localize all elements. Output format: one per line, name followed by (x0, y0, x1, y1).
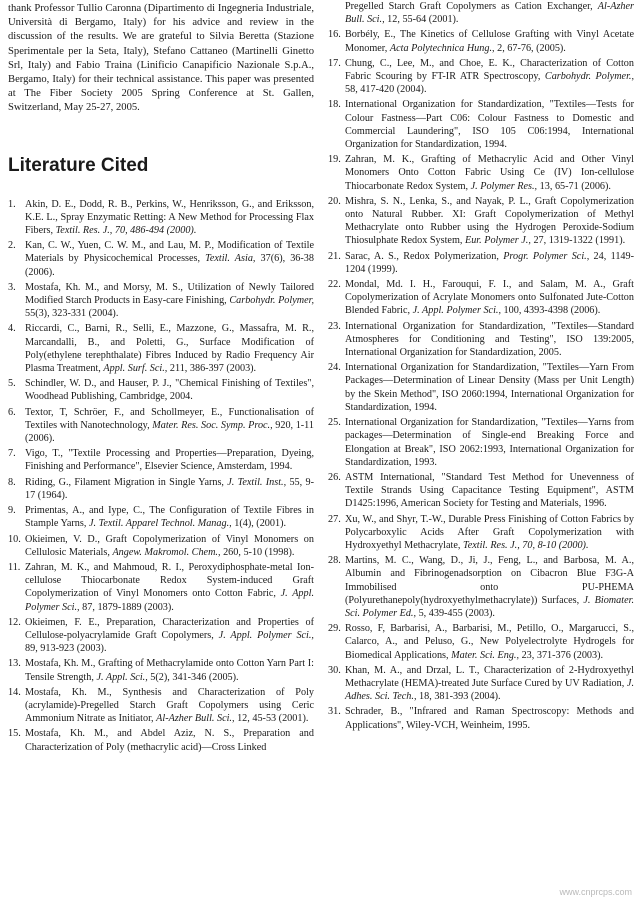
reference-item (8, 686, 314, 726)
reference-body: Mostafa, Kh. M., and Morsy, M. S., Utilization of Newly Tailored Modified Starch Products in Easy-care Finishing, (25, 281, 314, 307)
reference-body: Borbély, E., The Kinetics of Cellulose Grafting with Vinyl Acetate Monomer, (345, 29, 634, 54)
reference-body: Riding, G., Filament Migration in Single Yarns, (25, 476, 228, 488)
reference-text (345, 664, 634, 704)
reference-body: Schindler, W. D., and Hauser, P. J., "Chemical Finishing of Textiles", Woodhead Publishing, Cambridge, 2004. (25, 378, 314, 403)
reference-volume-pages: 260, 5-10 (1998). (220, 546, 295, 558)
site-watermark: www.cnprcps.com (559, 887, 632, 897)
reference-text (345, 513, 634, 553)
reference-journal: Angew. Makromol. Chem., (112, 546, 221, 558)
reference-volume-pages: 13, 65-71 (2006). (537, 180, 611, 192)
reference-body: Khan, M. A., and Drzal, L. T., Characterization of 2-Hydroxyethyl Methacrylate (HEMA)-treated Jute Surface Cured by UV Radiation, (345, 664, 634, 689)
reference-number: 22. (328, 279, 341, 291)
reference-number: 16. (328, 29, 341, 41)
reference-journal: J. Adhes. Sci. Tech., (345, 677, 634, 703)
reference-number: 19. (328, 154, 341, 166)
reference-number: 7. (8, 448, 16, 460)
reference-item (328, 554, 634, 620)
reference-body: Riccardi, C., Barni, R., Selli, E., Mazzone, G., Massafra, M. R., Marcandalli, B., and Poletti, G., Surface Modification of Poly(ethylene terephthalate) Fibres Induced by Radio Frequency Air Plasma Treatment, (25, 323, 314, 375)
reference-item (328, 361, 634, 414)
reference-number: 31. (328, 706, 341, 718)
reference-body: Chung, C., Lee, M., and Choe, E. K., Characterization of Cotton Fabric Scouring by FT-IR ATR Spectroscopy, (345, 57, 634, 83)
literature-cited-heading: Literature Cited (8, 154, 149, 176)
reference-body: Martins, M. C., Wang, D., Ji, J., Feng, L., and Barbosa, M. A., Albumin and Fibrinogenadsorption on Cibacron Blue F3G-A Immobilised onto PU-PHEMA (Polyurethanepoly(hydroxyethylmethacrylate)) Surfaces, (345, 555, 634, 606)
reference-number (328, 0, 345, 26)
reference-volume-pages: 23, 371-376 (2003). (519, 649, 604, 661)
reference-body: Pregelled Starch Graft Copolymers as Cation Exchanger, (345, 1, 598, 12)
reference-body: Mondal, Md. I. H., Farouqui, F. I., and Salam, M. A., Graft Copolymerization of Acrylate Monomers onto Sulfonated Jute-Cotton Blended Fabric, (345, 279, 634, 317)
reference-item (328, 513, 634, 553)
reference-item (8, 239, 314, 279)
reference-journal: J. Appl. Polymer Sci., (218, 629, 314, 641)
reference-body: Sarac, A. S., Redox Polymerization, (345, 250, 504, 262)
right-column (328, 0, 634, 734)
reference-text (345, 622, 634, 662)
reference-item (8, 447, 314, 473)
reference-item (8, 281, 314, 321)
reference-body: International Organization for Standardization, "Textiles—Tests for Colour Fastness—Part C06: Colour Fastness to Domestic and Commercial Laundering", ISO 105 C06:1994, International Organization for Standardization, 1994. (345, 99, 634, 151)
acknowledgement-paragraph: thank Professor Tullio Caronna (Dipartimento di Ingegneria Industriale, Università di Bergamo, Italy) for his advice and review in the discussion of the results. We are grateful to Silvia Beretta (Stazione Sperimentale per la Seta, Italy), Stefano Cattaneo (Martinelli Ginetto Srl, Italy) and Fabio Traina (Linificio Canapificio Nazionale S.p.A., Bergamo, Italy) for their technical assistance. This paper was presented at The Fiber Society 2005 Spring Conference at St. Gallen, Switzerland, May 25-27, 2005. (8, 3, 314, 114)
reference-text (345, 195, 634, 248)
reference-journal: J. Polymer Res., (470, 180, 538, 192)
reference-volume-pages: 2, 67-76, (2005). (494, 42, 566, 54)
reference-item (8, 561, 314, 614)
reference-item (8, 406, 314, 446)
reference-body: Akin, D. E., Dodd, R. B., Perkins, W., Henriksson, G., and Eriksson, K.E. L., Spray Enzymatic Retting: A New Method for Processing Flax Fibers, (25, 198, 314, 237)
reference-text (345, 98, 634, 151)
reference-text (345, 250, 634, 276)
reference-list-left (8, 198, 314, 754)
reference-number: 14. (8, 686, 21, 698)
reference-volume-pages: 18, 381-393 (2004). (416, 691, 501, 703)
reference-number: 11. (8, 561, 21, 573)
reference-text (25, 616, 314, 656)
reference-journal: J. Appl. Polymer Sci., (25, 588, 314, 613)
reference-journal: J. Appl. Sci., (96, 671, 148, 683)
reference-journal: Appl. Surf. Sci., (103, 363, 168, 375)
reference-item (328, 153, 634, 193)
reference-journal: Al-Azher Bull. Sci., (156, 713, 235, 725)
reference-volume-pages: 89, 913-923 (2003). (25, 643, 107, 655)
reference-volume-pages: 24, 1149-1204 (1999). (345, 250, 634, 275)
reference-journal: Al-Azher Bull. Sci., (345, 1, 634, 26)
reference-item (8, 504, 314, 530)
reference-item (8, 616, 314, 656)
reference-item (8, 377, 314, 403)
reference-number: 4. (8, 323, 16, 335)
reference-item (328, 622, 634, 662)
reference-number: 18. (328, 99, 341, 111)
reference-number: 15. (8, 728, 21, 740)
reference-item (328, 28, 634, 54)
reference-number: 12. (8, 616, 21, 628)
reference-text (345, 416, 634, 469)
reference-body: Kan, C. W., Yuen, C. W. M., and Lau, M. P., Modification of Textile Materials by Physicochemical Processes, (25, 240, 314, 265)
reference-item (328, 320, 634, 360)
reference-number: 26. (328, 471, 341, 483)
reference-body: Okieimen, V. D., Graft Copolymerization of Vinyl Monomers on Cellulosic Materials, (25, 533, 314, 558)
reference-journal: Carbohydr. Polymer., (544, 71, 634, 83)
reference-body: Xu, W., and Shyr, T.-W., Durable Press Finishing of Cotton Fabrics by Polycarboxylic Acids After Graft Copolymerization with Hydroxyethyl Methacrylate, (345, 513, 634, 551)
reference-text (345, 57, 634, 97)
reference-number: 20. (328, 195, 341, 207)
reference-body: Vigo, T., "Textile Processing and Properties—Preparation, Dyeing, Finishing and Performance", Elsevier Science, Amsterdam, 1994. (25, 448, 314, 473)
reference-number: 6. (8, 406, 16, 418)
reference-number: 13. (8, 658, 21, 670)
reference-text (25, 322, 314, 375)
reference-number: 29. (328, 623, 341, 635)
reference-body: ASTM International, "Standard Test Method for Unevenness of Textile Strands Using Capacitance Testing Equipment", ASTM D1425:1996, American Society for Testing and Materials, 1996. (345, 471, 634, 510)
reference-item (8, 657, 314, 683)
reference-volume-pages: 5, 439-455 (2003). (416, 607, 495, 619)
reference-journal: Acta Polytechnica Hung., (389, 42, 495, 54)
reference-text (345, 554, 634, 620)
reference-journal: Textil. Res. J., 70, 8-10 (2000). (462, 539, 589, 551)
reference-journal: J. Appl. Polymer Sci., (412, 305, 501, 317)
reference-journal: J. Biomater. Sci. Polymer Ed., (345, 594, 634, 619)
reference-item (328, 471, 634, 511)
reference-body: Schrader, B., "Infrared and Raman Spectroscopy: Methods and Applications", Wiley-VCH, Weinheim, 1995. (345, 706, 634, 731)
reference-body: Mostafa, Kh. M., Grafting of Methacrylamide onto Cotton Yarn Part I: Tensile Strength, (25, 658, 314, 683)
reference-volume-pages: 12, 55-64 (2001). (384, 14, 459, 26)
reference-body: Zahran, M. K., Grafting of Methacrylic Acid and Other Vinyl Monomers Onto Cotton Fabric Using Ce (IV) Ion-cellulose Thiocarbonate Redox System, (345, 154, 634, 192)
reference-body: International Organization for Standardization, "Textiles—Yarn From Packages—Determination of Linear Density (Mass per Unit Length) by the Skein Method", ISO 2060:1994, International Organization for Standardization, 1994. (345, 362, 634, 413)
reference-item (328, 278, 634, 318)
reference-text (345, 278, 634, 318)
reference-text (25, 377, 314, 403)
reference-text (345, 361, 634, 414)
reference-text (25, 504, 314, 530)
reference-item (8, 198, 314, 238)
reference-volume-pages: 100, 4393-4398 (2006). (501, 305, 601, 317)
reference-journal: Textil. Res. J., 70, 486-494 (2000). (55, 225, 197, 237)
reference-text (25, 198, 314, 238)
reference-journal: Textil. Asia, (205, 253, 256, 265)
reference-body: International Organization for Standardization, "Textiles—Standard Atmospheres for Conditioning and Testing", ISO 139:2005, International Organization for Standardization, 2005. (345, 320, 634, 359)
reference-item (328, 416, 634, 469)
reference-volume-pages: 55(3), 323-331 (2004). (25, 308, 119, 320)
reference-text (25, 533, 314, 559)
reference-item (328, 664, 634, 704)
reference-number: 1. (8, 198, 16, 210)
reference-text (345, 153, 634, 193)
reference-journal: Mater. Res. Soc. Symp. Proc., (152, 419, 273, 431)
reference-volume-pages: 37(6), 36-38 (2006). (25, 253, 314, 278)
reference-journal: J. Textil. Inst., (227, 476, 287, 488)
reference-list-right (328, 0, 634, 732)
reference-number: 27. (328, 513, 341, 525)
reference-journal: Eur. Polymer J., (464, 235, 531, 247)
reference-volume-pages: 5(2), 341-346 (2005). (147, 671, 239, 683)
reference-text (25, 727, 314, 753)
reference-text (345, 471, 634, 511)
reference-item (8, 322, 314, 375)
reference-text (25, 657, 314, 683)
reference-number: 23. (328, 320, 341, 332)
reference-journal: Mater. Sci. Eng., (451, 649, 520, 661)
reference-text (25, 281, 314, 321)
reference-number: 21. (328, 250, 341, 262)
reference-journal: Carbohydr. Polymer, (229, 295, 315, 307)
reference-number: 9. (8, 505, 16, 517)
reference-text (345, 0, 634, 26)
reference-body: Zahran, M. K., and Mahmoud, R. I., Peroxydiphosphate-metal Ion-cellulose Thiocarbonate Redox System-induced Graft Copolymerization of Vinyl Monomers onto Cotton Fabric, (25, 561, 314, 600)
reference-number: 24. (328, 362, 341, 374)
reference-text (25, 686, 314, 726)
reference-text (25, 447, 314, 473)
reference-volume-pages: 87, 1879-1889 (2003). (79, 601, 174, 613)
reference-number: 2. (8, 240, 16, 252)
reference-volume-pages: 920, 1-11 (2006). (25, 419, 314, 445)
reference-volume-pages: 12, 45-53 (2001). (234, 713, 309, 725)
reference-item (328, 98, 634, 151)
reference-number: 3. (8, 281, 16, 293)
reference-text (345, 28, 634, 54)
reference-body: Textor, T, Schröer, F., and Schollmeyer, E., Functionalisation of Textiles with Nanotechnology, (25, 406, 314, 431)
reference-text (25, 476, 314, 502)
reference-text (25, 561, 314, 614)
reference-volume-pages: 27, 1319-1322 (1991). (530, 235, 626, 247)
reference-volume-pages: 1(4), (2001). (231, 518, 287, 530)
reference-number: 28. (328, 555, 341, 567)
reference-item (328, 57, 634, 97)
reference-item (8, 476, 314, 502)
reference-body: International Organization for Standardization, "Textiles—Yarns from packages—Determination of Single-end Breaking Force and Elongation at Break", ISO 2062:1993, International Organization for Standardization, 1993. (345, 417, 634, 468)
reference-text (25, 239, 314, 279)
reference-body: Primentas, A., and Iype, C., The Configuration of Textile Fibres in Stample Yarns, (25, 505, 314, 530)
reference-text (25, 406, 314, 446)
reference-body: Rosso, F, Barbarisi, A., Barbarisi, M., Petillo, O., Margarucci, S., Calarco, A., and Peluso, G., New Polyelectrolyte Hydrogels for Biomedical Applications, (345, 623, 634, 661)
reference-number: 30. (328, 664, 341, 676)
reference-text (345, 320, 634, 360)
reference-body: Okieimen, F. E., Preparation, Characterization and Properties of Cellulose-polyacrylamide Graft Copolymers, (25, 616, 314, 641)
reference-number: 25. (328, 417, 341, 429)
reference-item (328, 195, 634, 248)
reference-item (8, 727, 314, 753)
reference-journal: J. Textil. Apparel Technol. Manag., (88, 518, 232, 530)
reference-volume-pages: 211, 386-397 (2003). (167, 363, 257, 375)
reference-body: Mostafa, Kh. M., Synthesis and Characterization of Poly (acrylamide)-Pregelled Starch Graft Copolymers using Ceric Ammonium Nitrate as Initiator, (25, 686, 314, 725)
reference-text (345, 705, 634, 731)
reference-volume-pages: 55, 9-17 (1964). (25, 476, 314, 501)
reference-number: 17. (328, 57, 341, 69)
reference-body: Mishra, S. N., Lenka, S., and Nayak, P. L., Graft Copolymerization onto Natural Rubber. XI: Graft Copolymerization of Methyl Methacrylate onto Rubber using the Hydrogen Peroxide-Sodium Thiosulphate Redox System, (345, 195, 634, 247)
reference-item (8, 533, 314, 559)
left-column (8, 0, 314, 756)
reference-item (328, 0, 634, 26)
reference-number: 8. (8, 476, 16, 488)
reference-number: 10. (8, 533, 21, 545)
reference-volume-pages: 58, 417-420 (2004). (345, 84, 427, 96)
reference-item (328, 705, 634, 731)
reference-item (328, 250, 634, 276)
reference-body: Mostafa, Kh. M., and Abdel Aziz, N. S., Preparation and Characterization of Poly (methacrylic acid)—Cross Linked (25, 728, 314, 753)
reference-journal: Progr. Polymer Sci., (503, 250, 590, 262)
reference-number: 5. (8, 378, 16, 390)
